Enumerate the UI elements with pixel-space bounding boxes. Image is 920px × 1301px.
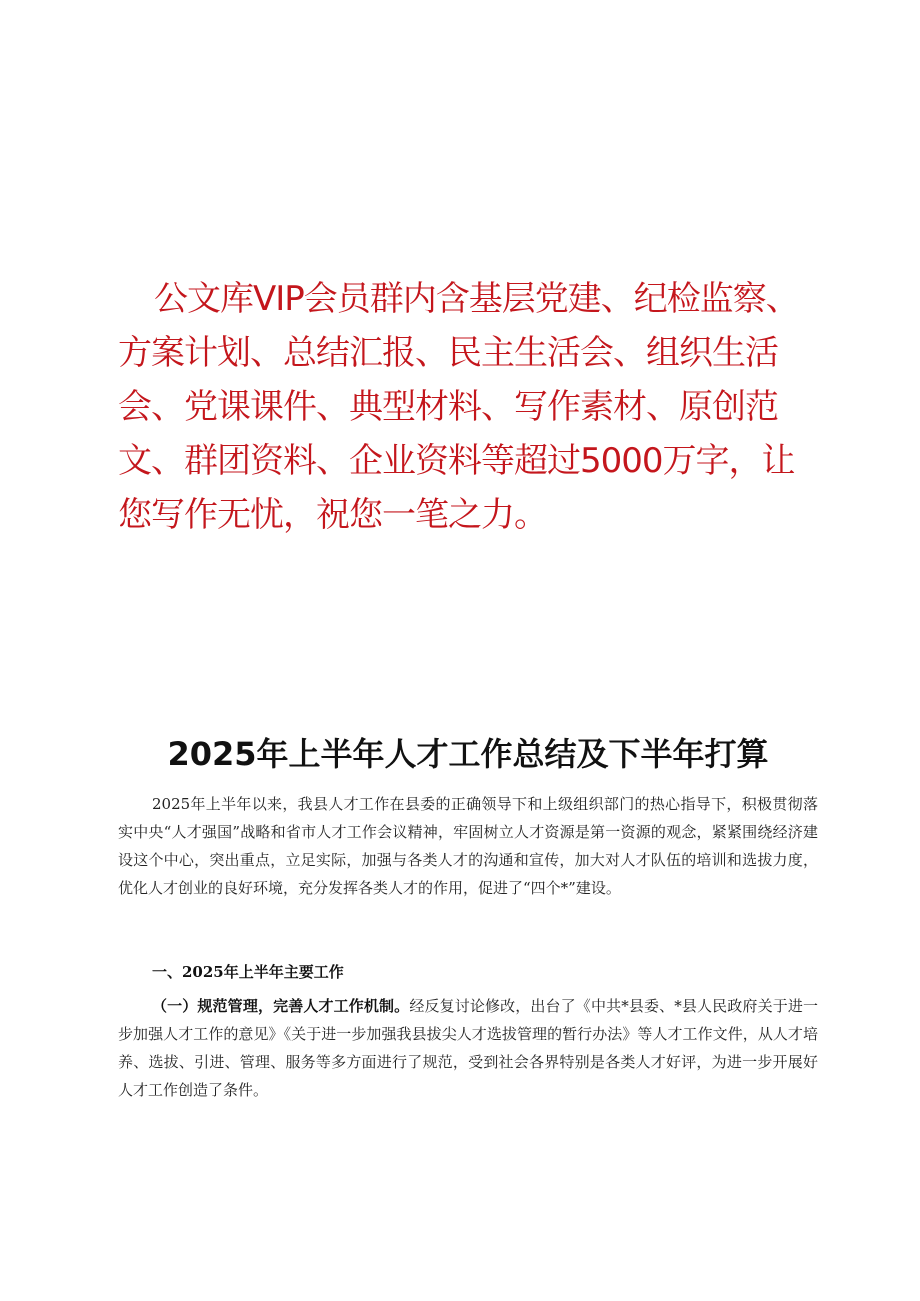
subsection-lead: （一）规范管理，完善人才工作机制。 <box>152 997 410 1015</box>
promo-text: 公文库VIP会员群内含基层党建、纪检监察、方案计划、总结汇报、民主生活会、组织生活会、党课课件、典型材料、写作素材、原创范文、群团资料、企业资料等超过5000万字，让您写作无忧，祝您一笔之力。 <box>118 279 799 535</box>
subsection-body: 经反复讨论修改，出台了《中共*县委、*县人民政府关于进一步加强人才工作的意见》《关于进一步加强我县拔尖人才选拔管理的暂行办法》等人才工作文件，从人才培养、选拔、引进、管理、服务等多方面进行了规范，受到社会各界特别是各类人才好评，为进一步开展好人才工作创造了条件。 <box>118 997 818 1099</box>
subsection-paragraph <box>118 992 818 1104</box>
document-title: 2025年上半年人才工作总结及下半年打算 <box>167 735 769 773</box>
section-heading: 一、2025年上半年主要工作 <box>152 963 344 981</box>
intro-paragraph: 2025年上半年以来，我县人才工作在县委的正确领导下和上级组织部门的热心指导下，积极贯彻落实中央“人才强国”战略和省市人才工作会议精神，牢固树立人才资源是第一资源的观念，紧紧围绕经济建设这个中心，突出重点，立足实际，加强与各类人才的沟通和宣传，加大对人才队伍的培训和选拔力度，优化人才创业的良好环境，充分发挥各类人才的作用，促进了“四个*”建设。 <box>118 795 818 897</box>
